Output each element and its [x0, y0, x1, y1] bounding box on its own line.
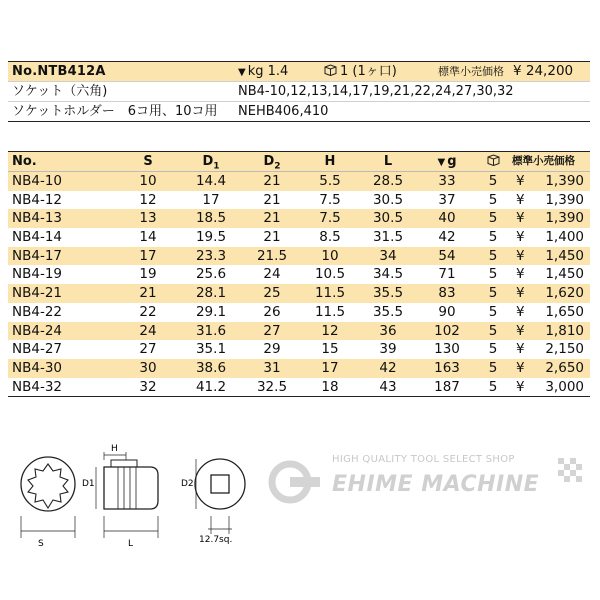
cell-d2: 21 — [263, 191, 281, 208]
cell-d2: 25 — [263, 285, 281, 302]
cell-no: NB4-14 — [12, 229, 62, 246]
price-value: 1,390 — [545, 210, 584, 227]
cell-weight: 187 — [434, 378, 460, 395]
header-box — [476, 152, 510, 171]
end-view-square-drive — [195, 459, 245, 534]
cell-price — [510, 303, 590, 322]
cell-d1: 19.5 — [195, 229, 227, 246]
cell-qty: 5 — [488, 266, 498, 283]
table-header — [8, 152, 590, 172]
price-label: 標準小売価格 — [438, 65, 504, 78]
cell-h: 10 — [321, 247, 339, 264]
cell-price — [510, 228, 590, 247]
cell-l: 30.5 — [372, 210, 404, 227]
table-row — [8, 284, 590, 303]
square-drive-icon — [211, 475, 229, 493]
table-row — [8, 172, 590, 191]
cell-s: 27 — [139, 341, 157, 358]
header-h: H — [324, 154, 336, 169]
cell-d2: 21 — [263, 229, 281, 246]
cell-price — [510, 191, 590, 210]
cell-weight: 37 — [438, 191, 456, 208]
cell-qty: 5 — [488, 303, 498, 320]
cell-d2: 29 — [263, 341, 281, 358]
cell-d2: 31 — [263, 359, 281, 376]
yen-symbol: ¥ — [516, 210, 525, 227]
model-number: No.NTB412A — [12, 64, 106, 79]
cell-d1: 28.1 — [195, 285, 227, 302]
price-value: 1,390 — [545, 173, 584, 189]
cell-l: 35.5 — [372, 285, 404, 302]
cell-s: 24 — [139, 322, 157, 339]
cell-s: 17 — [139, 247, 157, 264]
cell-l: 31.5 — [372, 229, 404, 246]
cell-s: 12 — [139, 191, 157, 208]
cell-d2: 21.5 — [256, 247, 288, 264]
spec-row-model — [8, 62, 590, 81]
cell-price — [510, 247, 590, 266]
cell-d2: 32.5 — [256, 378, 288, 395]
cell-no: NB4-17 — [12, 247, 62, 264]
cell-h: 5.5 — [319, 173, 341, 189]
price-value: 3,000 — [545, 378, 584, 395]
price-value: 1,400 — [545, 229, 584, 246]
price-value: 1,390 — [545, 191, 584, 208]
weight-triangle-icon: ▼ — [437, 157, 446, 168]
yen-symbol: ¥ — [516, 378, 525, 395]
cell-weight: 71 — [438, 266, 456, 283]
cell-weight: 102 — [434, 322, 460, 339]
cell-no: NB4-21 — [12, 285, 62, 302]
spec-block — [8, 61, 590, 122]
spec-row-sockets — [8, 81, 590, 101]
cell-price — [510, 172, 590, 191]
cell-qty: 5 — [488, 210, 498, 227]
cell-s: 13 — [139, 210, 157, 227]
cell-d1: 25.6 — [195, 266, 227, 283]
header-price: 標準小売価格 — [512, 155, 575, 167]
cell-l: 34 — [379, 247, 397, 264]
cell-weight: 33 — [438, 173, 456, 189]
cell-price — [510, 209, 590, 228]
cell-s: 21 — [139, 285, 157, 302]
yen-symbol: ¥ — [516, 341, 525, 358]
box-icon — [324, 64, 337, 76]
table-body — [8, 172, 590, 396]
cell-s: 22 — [139, 303, 157, 320]
table-row — [8, 228, 590, 247]
cell-l: 30.5 — [372, 191, 404, 208]
cell-l: 28.5 — [372, 173, 404, 189]
table-row — [8, 209, 590, 228]
cell-weight: 40 — [438, 210, 456, 227]
yen-symbol: ¥ — [516, 173, 525, 189]
cell-l: 42 — [379, 359, 397, 376]
cell-qty: 5 — [488, 173, 498, 189]
cell-price — [510, 378, 590, 397]
cell-d1: 31.6 — [195, 322, 227, 339]
cell-l: 35.5 — [372, 303, 404, 320]
socket-label: ソケット（六角) — [12, 84, 108, 99]
cell-price — [510, 340, 590, 359]
side-view — [96, 452, 158, 538]
brand-logo-icon — [268, 458, 326, 506]
cell-l: 39 — [379, 341, 397, 358]
box-icon — [487, 154, 500, 166]
pack-quantity: 1 (1ヶ口) — [324, 62, 397, 81]
cell-d1: 14.4 — [195, 173, 227, 189]
cell-d1: 17 — [202, 191, 220, 208]
table-row — [8, 191, 590, 210]
table-row — [8, 378, 590, 397]
cell-no: NB4-10 — [12, 173, 62, 189]
cell-d2: 21 — [263, 210, 281, 227]
cell-no: NB4-13 — [12, 210, 62, 227]
cell-d2: 24 — [263, 266, 281, 283]
cell-weight: 83 — [438, 285, 456, 302]
brand-watermark — [262, 452, 592, 512]
cell-no: NB4-32 — [12, 378, 62, 395]
cell-s: 32 — [139, 378, 157, 395]
label-d1: D1 — [82, 479, 95, 489]
table-row — [8, 359, 590, 378]
socket-table — [8, 151, 590, 397]
label-d2: D2 — [181, 479, 194, 489]
cell-price — [510, 265, 590, 284]
label-l: L — [128, 539, 134, 549]
cell-weight: 42 — [438, 229, 456, 246]
price-value: 2,650 — [545, 359, 584, 376]
cell-no: NB4-24 — [12, 322, 62, 339]
cell-weight: 163 — [434, 359, 460, 376]
holder-value: NEHB406,410 — [238, 104, 329, 119]
header-d1: $D_1$ — [202, 154, 220, 172]
table-row — [8, 247, 590, 266]
cell-no: NB4-12 — [12, 191, 62, 208]
cell-d1: 38.6 — [195, 359, 227, 376]
spec-row-holder — [8, 101, 590, 121]
cell-qty: 5 — [488, 322, 498, 339]
cell-qty: 5 — [488, 229, 498, 246]
yen-symbol: ¥ — [516, 191, 525, 208]
cell-price — [510, 284, 590, 303]
cell-qty: 5 — [488, 341, 498, 358]
cell-weight: 54 — [438, 247, 456, 264]
holder-label: ソケットホルダー 6コ用、10コ用 — [12, 104, 218, 119]
header-l: L — [383, 154, 393, 169]
header-s: S — [143, 154, 153, 169]
cell-s: 19 — [139, 266, 157, 283]
price-value: 1,810 — [545, 322, 584, 339]
cell-h: 7.5 — [319, 191, 341, 208]
cell-d2: 26 — [263, 303, 281, 320]
header-d2: $D_2$ — [263, 154, 281, 172]
cell-h: 11.5 — [314, 285, 346, 302]
cell-h: 15 — [321, 341, 339, 358]
cell-qty: 5 — [488, 191, 498, 208]
label-h: H — [111, 444, 118, 454]
cell-d2: 21 — [263, 173, 281, 189]
socket-drawings — [8, 442, 278, 552]
cell-s: 14 — [139, 229, 157, 246]
table-row — [8, 340, 590, 359]
yen-symbol: ¥ — [516, 247, 525, 264]
price-value: 1,450 — [545, 247, 584, 264]
yen-symbol: ¥ — [516, 266, 525, 283]
cell-h: 11.5 — [314, 303, 346, 320]
cell-qty: 5 — [488, 285, 498, 302]
yen-symbol: ¥ — [516, 303, 525, 320]
cell-no: NB4-19 — [12, 266, 62, 283]
cell-h: 10.5 — [314, 266, 346, 283]
cell-h: 17 — [321, 359, 339, 376]
table-row — [8, 303, 590, 322]
price-value: 1,650 — [545, 303, 584, 320]
cell-l: 36 — [379, 322, 397, 339]
cell-weight: 90 — [438, 303, 456, 320]
label-s: S — [38, 539, 44, 549]
cell-d1: 35.1 — [195, 341, 227, 358]
socket-list: NB4-10,12,13,14,17,19,21,22,24,27,30,32 — [238, 84, 514, 99]
table-row — [8, 322, 590, 341]
price-value: 1,450 — [545, 266, 584, 283]
cell-l: 43 — [379, 378, 397, 395]
cell-weight: 130 — [434, 341, 460, 358]
cell-s: 10 — [139, 173, 157, 189]
header-no: No. — [12, 154, 37, 169]
cell-h: 18 — [321, 378, 339, 395]
cell-no: NB4-27 — [12, 341, 62, 358]
cell-qty: 5 — [488, 247, 498, 264]
cell-d1: 41.2 — [195, 378, 227, 395]
cell-d1: 29.1 — [195, 303, 227, 320]
yen-symbol: ¥ — [516, 229, 525, 246]
cell-h: 12 — [321, 322, 339, 339]
end-view-drive-side — [21, 457, 75, 538]
checkered-flag-icon — [554, 454, 588, 488]
cell-qty: 5 — [488, 378, 498, 395]
cell-qty: 5 — [488, 359, 498, 376]
cell-s: 30 — [139, 359, 157, 376]
cell-h: 7.5 — [319, 210, 341, 227]
weight-triangle-icon: ▼ — [238, 67, 246, 78]
cell-l: 34.5 — [372, 266, 404, 283]
price-value: 2,150 — [545, 341, 584, 358]
cell-no: NB4-22 — [12, 303, 62, 320]
cell-h: 8.5 — [319, 229, 341, 246]
header-weight: ▼ g — [437, 154, 457, 169]
brand-name: EHIME MACHINE — [332, 472, 540, 497]
twelve-point-icon — [28, 464, 68, 508]
yen-symbol: ¥ — [516, 359, 525, 376]
table-row — [8, 265, 590, 284]
cell-d1: 23.3 — [195, 247, 227, 264]
yen-symbol: ¥ — [516, 285, 525, 302]
cell-price — [510, 322, 590, 341]
cell-no: NB4-30 — [12, 359, 62, 376]
weight: ▼ kg 1.4 — [238, 64, 289, 79]
price-value: 1,620 — [545, 285, 584, 302]
yen-symbol: ¥ — [516, 322, 525, 339]
brand-tagline: HIGH QUALITY TOOL SELECT SHOP — [332, 454, 515, 465]
set-price: ¥ 24,200 — [513, 63, 574, 79]
cell-d1: 18.5 — [195, 210, 227, 227]
label-square: 12.7sq. — [199, 535, 233, 545]
cell-d2: 27 — [263, 322, 281, 339]
cell-price — [510, 359, 590, 378]
